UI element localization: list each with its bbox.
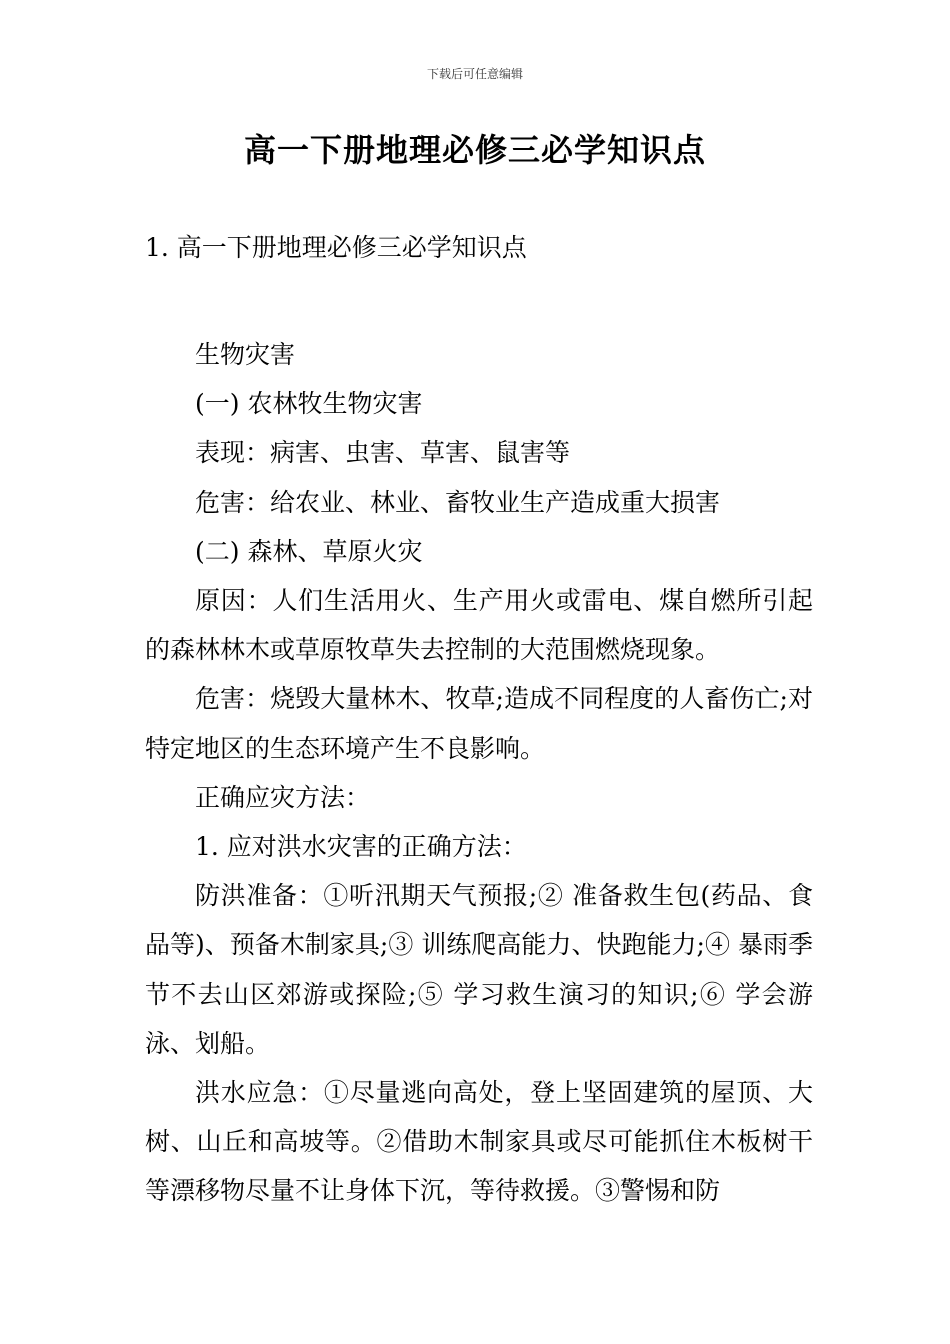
paragraph: 危害：给农业、林业、畜牧业生产造成重大损害: [195, 487, 721, 517]
paragraph: 1. 应对洪水灾害的正确方法：: [195, 832, 527, 862]
paragraph: 正确应灾方法：: [195, 782, 371, 812]
paragraph: 生物灾害: [195, 340, 296, 369]
paragraph: (一) 农林牧生物灾害: [195, 389, 423, 419]
header-note: 下载后可任意编辑: [426, 67, 523, 81]
document-title: 高一下册地理必修三必学知识点: [243, 131, 706, 169]
paragraph: 洪水应急：①尽量逃向高处，登上坚固建筑的屋顶、大树、山丘和高坡等。②借助木制家具或尽可能抓住木板树干等漂移物尽量不让身体下沉，等待救援。③警惕和防: [145, 1078, 813, 1206]
document-body: [145, 330, 813, 1216]
paragraph: 防洪准备：①听汛期天气预报;② 准备救生包(药品、食品等)、预备木制家具;③ 训练爬高能力、快跑能力;④ 暴雨季节不去山区郊游或探险;⑤ 学习救生演习的知识;⑥ 学会游泳、划船。: [145, 881, 813, 1058]
paragraph: 表现：病害、虫害、草害、鼠害等: [195, 438, 571, 468]
section-heading: 1. 高一下册地理必修三必学知识点: [145, 233, 527, 262]
paragraph: (二) 森林、草原火灾: [195, 536, 423, 566]
paragraph: 原因：人们生活用火、生产用火或雷电、煤自燃所引起的森林林木或草原牧草失去控制的大范围燃烧现象。: [145, 586, 813, 665]
paragraph: 危害：烧毁大量林木、牧草;造成不同程度的人畜伤亡;对特定地区的生态环境产生不良影响。: [145, 684, 813, 763]
